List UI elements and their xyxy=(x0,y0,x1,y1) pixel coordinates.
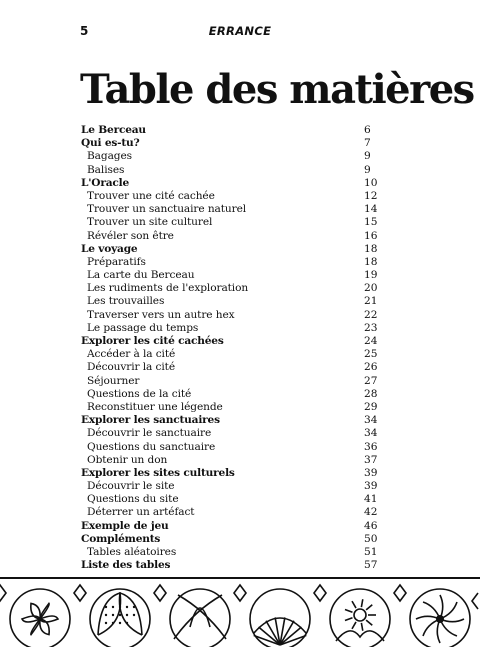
toc-entry-page-number: 34 xyxy=(364,414,378,427)
toc-entry-page-number: 26 xyxy=(364,361,378,374)
toc-entry-label: Le Berceau xyxy=(81,124,146,136)
toc-entry-label: Explorer les cité cachées xyxy=(81,335,224,347)
toc-entry-page-number: 41 xyxy=(364,493,378,506)
toc-section-entry xyxy=(81,269,378,282)
toc-entry-page-number: 20 xyxy=(364,282,378,295)
toc-entry-page-number: 9 xyxy=(364,150,371,163)
toc-section-entry xyxy=(81,361,378,374)
toc-entry-label: Questions de la cité xyxy=(87,387,192,400)
toc-entry-page-number: 16 xyxy=(364,229,378,242)
page-title: Table des matières xyxy=(80,66,474,113)
toc-section-entry xyxy=(81,493,378,506)
toc-entry-label: Accéder à la cité xyxy=(87,348,176,361)
toc-section-entry xyxy=(81,216,378,229)
toc-entry-label: Découvrir le sanctuaire xyxy=(87,427,212,440)
toc-entry-label: Le voyage xyxy=(81,242,138,255)
page-number: 5 xyxy=(80,24,89,38)
toc-section-entry xyxy=(81,375,378,388)
toc-section-entry xyxy=(81,230,378,243)
toc-chapter-entry xyxy=(81,243,378,256)
toc-section-entry xyxy=(81,427,378,440)
toc-entry-label: Balises xyxy=(87,163,125,176)
toc-entry-label: Qui es-tu? xyxy=(81,137,140,150)
toc-section-entry xyxy=(81,506,378,519)
toc-entry-page-number: 12 xyxy=(364,189,378,202)
toc-chapter-entry xyxy=(81,177,378,190)
toc-entry-label: L'Oracle xyxy=(81,176,129,189)
toc-section-entry xyxy=(81,164,378,177)
toc-entry-label: Trouver un sanctuaire naturel xyxy=(87,203,247,216)
toc-entry-label: Découvrir la cité xyxy=(87,361,175,374)
toc-chapter-entry xyxy=(81,124,378,137)
decorative-ornament-band xyxy=(0,577,480,647)
toc-section-entry xyxy=(81,454,378,467)
toc-entry-label: Questions du site xyxy=(87,493,179,506)
toc-entry-page-number: 7 xyxy=(364,137,371,150)
toc-entry-label: Obtenir un don xyxy=(87,453,168,466)
toc-section-entry xyxy=(81,546,378,559)
toc-chapter-entry xyxy=(81,335,378,348)
toc-section-entry xyxy=(81,309,378,322)
toc-entry-page-number: 46 xyxy=(364,519,378,532)
toc-entry-page-number: 23 xyxy=(364,321,378,334)
toc-entry-label: Explorer les sites culturels xyxy=(81,466,235,479)
toc-entry-page-number: 21 xyxy=(364,295,378,308)
toc-entry-label: Les trouvailles xyxy=(87,295,165,308)
toc-entry-page-number: 37 xyxy=(364,453,378,466)
toc-entry-page-number: 39 xyxy=(364,480,378,493)
toc-chapter-entry xyxy=(81,533,378,546)
botanical-pattern-icon xyxy=(0,579,480,647)
toc-entry-label: La carte du Berceau xyxy=(87,269,195,282)
toc-entry-page-number: 50 xyxy=(364,532,378,545)
toc-entry-page-number: 15 xyxy=(364,216,378,229)
toc-entry-page-number: 27 xyxy=(364,374,378,387)
toc-section-entry xyxy=(81,150,378,163)
toc-entry-label: Compléments xyxy=(81,532,161,545)
toc-entry-page-number: 51 xyxy=(364,546,378,558)
toc-entry-label: Traverser vers un autre hex xyxy=(87,308,235,321)
toc-section-entry xyxy=(81,190,378,203)
toc-entry-label: Bagages xyxy=(87,150,132,163)
running-title: ERRANCE xyxy=(208,24,272,38)
toc-section-entry xyxy=(81,348,378,361)
toc-entry-label: Le passage du temps xyxy=(87,321,199,334)
toc-entry-label: Reconstituer une légende xyxy=(87,400,223,413)
toc-section-entry xyxy=(81,295,378,308)
toc-section-entry xyxy=(81,480,378,493)
toc-entry-label: Préparatifs xyxy=(87,255,146,268)
toc-entry-page-number: 42 xyxy=(364,506,378,519)
toc-section-entry xyxy=(81,203,378,216)
toc-entry-page-number: 19 xyxy=(364,269,378,282)
toc-entry-page-number: 57 xyxy=(364,559,378,572)
toc-section-entry xyxy=(81,282,378,295)
toc-entry-label: Découvrir le site xyxy=(87,480,175,493)
toc-entry-page-number: 29 xyxy=(364,400,378,413)
toc-entry-label: Déterrer un artéfact xyxy=(87,506,195,519)
toc-section-entry xyxy=(81,388,378,401)
toc-chapter-entry xyxy=(81,467,378,480)
toc-section-entry xyxy=(81,401,378,414)
toc-entry-page-number: 9 xyxy=(364,163,371,176)
toc-entry-page-number: 39 xyxy=(364,466,378,479)
toc-entry-label: Questions du sanctuaire xyxy=(87,440,216,453)
toc-entry-page-number: 18 xyxy=(364,242,378,255)
toc-entry-label: Trouver un site culturel xyxy=(87,216,213,229)
toc-entry-label: Liste des tables xyxy=(81,559,171,572)
toc-entry-page-number: 36 xyxy=(364,440,378,453)
toc-entry-page-number: 25 xyxy=(364,348,378,361)
toc-section-entry xyxy=(81,256,378,269)
toc-entry-label: Les rudiments de l'exploration xyxy=(87,282,249,295)
toc-chapter-entry xyxy=(81,559,378,572)
toc-chapter-entry xyxy=(81,414,378,427)
toc-entry-page-number: 34 xyxy=(364,427,378,440)
toc-entry-page-number: 28 xyxy=(364,387,378,400)
toc-entry-label: Tables aléatoires xyxy=(87,546,177,558)
toc-section-entry xyxy=(81,441,378,454)
toc-entry-label: Exemple de jeu xyxy=(81,519,169,532)
table-of-contents xyxy=(81,124,378,572)
toc-entry-page-number: 6 xyxy=(364,124,371,136)
toc-entry-label: Révéler son être xyxy=(87,229,174,242)
toc-entry-label: Explorer les sanctuaires xyxy=(81,414,220,427)
toc-entry-page-number: 14 xyxy=(364,203,378,216)
toc-entry-page-number: 18 xyxy=(364,255,378,268)
toc-entry-page-number: 10 xyxy=(364,176,378,189)
toc-section-entry xyxy=(81,322,378,335)
toc-entry-page-number: 24 xyxy=(364,335,378,347)
toc-entry-label: Trouver une cité cachée xyxy=(87,189,215,202)
toc-chapter-entry xyxy=(81,137,378,150)
toc-entry-page-number: 22 xyxy=(364,308,378,321)
toc-chapter-entry xyxy=(81,520,378,533)
toc-entry-label: Séjourner xyxy=(87,374,140,387)
